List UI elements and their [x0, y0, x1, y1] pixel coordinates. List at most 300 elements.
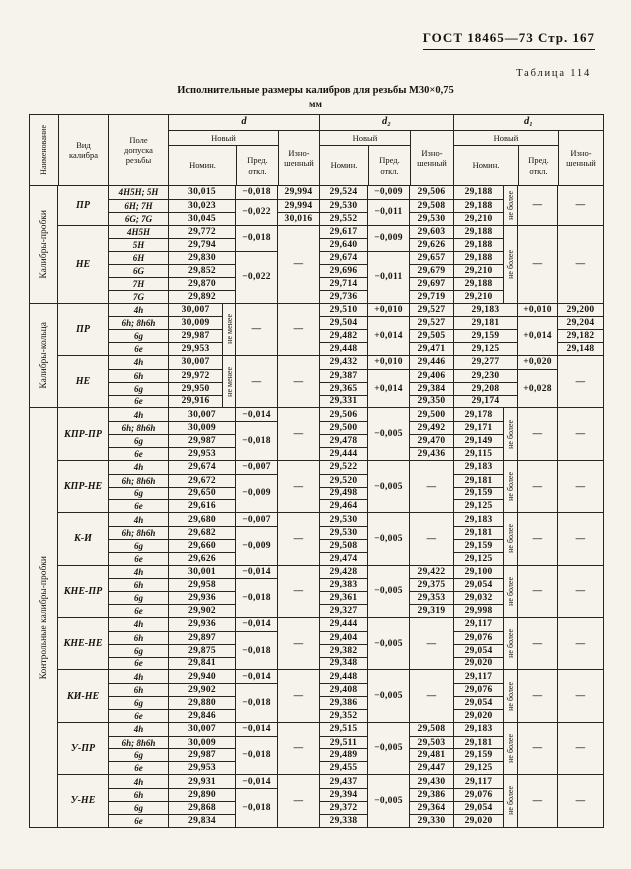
- d2-deviation-value: −0,005: [374, 533, 403, 544]
- d-worn-value: —: [293, 533, 304, 544]
- d-deviation-value: −0,022: [236, 251, 277, 302]
- d1-nominal-value: 29,020: [454, 657, 503, 670]
- d-worn-value: —: [293, 259, 304, 270]
- limit-note: [503, 513, 517, 564]
- d2-worn-value: 29,470: [410, 434, 453, 447]
- d-worn-value: 29,994: [278, 199, 319, 212]
- d-nominal-value: 29,950: [169, 382, 222, 395]
- d-deviation-value: −0,022: [236, 199, 277, 225]
- subgroup-row: [58, 304, 603, 355]
- gauge-type-label: КПР-ПР: [64, 428, 102, 440]
- tolerance-field-label: 7G: [109, 290, 168, 303]
- d1-nominal-value: 29,171: [454, 421, 503, 434]
- d-worn-value: —: [293, 586, 304, 597]
- d2-nominal-value: 29,408: [320, 683, 367, 696]
- header-d1-new: [454, 131, 558, 185]
- tolerance-field-label: 4h: [133, 462, 144, 473]
- tolerance-field-label: 6e: [109, 395, 168, 408]
- group-name: [30, 408, 58, 826]
- d2-worn-value: 29,505: [410, 329, 453, 342]
- gauge-type-label: У-ПР: [70, 742, 96, 754]
- d2-nominal-value: 29,404: [320, 631, 367, 644]
- d-deviation-value: −0,014: [242, 619, 271, 630]
- d2-deviation-value: −0,011: [368, 251, 409, 302]
- table-number-label: Таблица 114: [516, 68, 591, 79]
- d-nominal-value: 29,902: [169, 604, 235, 617]
- d2-deviation-value: −0,005: [374, 429, 403, 440]
- tolerance-field-label: 6h: [109, 788, 168, 801]
- d-nominal-value: 30,009: [169, 316, 222, 329]
- d2-deviation-value: +0,010: [374, 305, 403, 316]
- d2-deviation-value: −0,009: [374, 233, 403, 244]
- d1-deviation-value: —: [532, 200, 543, 211]
- d2-worn-value: 29,492: [410, 421, 453, 434]
- d-worn-value: —: [293, 795, 304, 806]
- d2-nominal-value: 29,448: [320, 342, 367, 355]
- header-d-deviation: Пред. откл.: [236, 146, 278, 185]
- subgroup-row: [58, 722, 603, 774]
- d1-nominal-value: 29,100: [464, 567, 493, 578]
- header-d2-block: [319, 115, 453, 185]
- d-deviation-value: −0,007: [242, 514, 271, 525]
- d1-nominal-value: 29,076: [454, 631, 503, 644]
- d-nominal-value: 29,890: [169, 788, 235, 801]
- d2-nominal-value: 29,489: [320, 748, 367, 761]
- d2-nominal-value: 29,327: [320, 604, 367, 617]
- d-nominal-value: 29,936: [169, 591, 235, 604]
- d-nominal-value: 29,953: [169, 342, 222, 355]
- d2-worn-value: —: [426, 481, 437, 492]
- d-deviation-value: −0,014: [242, 671, 271, 682]
- d2-nominal-value: 29,372: [320, 801, 367, 814]
- d2-deviation-value: −0,009: [374, 187, 403, 198]
- limit-note-text: не более: [506, 190, 516, 220]
- d1-nominal-value: 29,054: [454, 696, 503, 709]
- table-body: [30, 186, 603, 827]
- d2-nominal-value: 29,510: [329, 305, 358, 316]
- d1-nominal-value: 29,149: [454, 434, 503, 447]
- d2-nominal-value: 29,352: [320, 709, 367, 722]
- d1-nominal-value: 29,188: [464, 187, 493, 198]
- d1-deviation-value: —: [532, 691, 543, 702]
- tolerance-field-label: 4h: [133, 724, 144, 735]
- d2-worn-value: 29,626: [410, 238, 453, 251]
- subgroup-row: [58, 669, 603, 721]
- d2-nominal-value: 29,736: [320, 290, 367, 303]
- limit-note-text: не более: [506, 472, 516, 501]
- d2-nominal-value: 29,674: [320, 251, 367, 264]
- d1-worn-value: —: [575, 691, 586, 702]
- header-gauge-type-col: Вид калибра: [58, 115, 108, 185]
- d1-nominal-value: 29,230: [454, 369, 517, 382]
- tolerance-field-label: 6g: [109, 487, 168, 500]
- d1-nominal-value: 29,181: [454, 526, 503, 539]
- limit-note: [503, 618, 517, 669]
- d2-worn-value: 29,481: [410, 748, 453, 761]
- tolerance-field-label: 6h: [109, 631, 168, 644]
- limit-note-text: не более: [506, 524, 516, 554]
- d1-deviation-value: —: [532, 743, 543, 754]
- subgroup-row: [58, 460, 603, 512]
- gauge-type-label: ПР: [76, 199, 90, 211]
- d1-worn-value: —: [575, 481, 586, 492]
- d-worn-value: 29,994: [284, 187, 313, 198]
- d2-deviation-value: −0,005: [374, 691, 403, 702]
- d1-nominal-value: 29,020: [454, 709, 503, 722]
- tolerance-field-label: 6H; 7H: [109, 199, 168, 212]
- d1-worn-value: —: [575, 743, 586, 754]
- limit-note: [503, 186, 517, 225]
- d2-worn-value: 29,527: [417, 305, 446, 316]
- d2-worn-value: 29,430: [417, 776, 446, 787]
- d2-nominal-value: 29,552: [320, 212, 367, 225]
- tolerance-field-label: 6g: [109, 591, 168, 604]
- d2-nominal-value: 29,530: [329, 514, 358, 525]
- header-tolerance-col: Поле допуска резьбы: [108, 115, 168, 185]
- tolerance-field-label: 6h: [109, 578, 168, 591]
- d1-nominal-value: 29,181: [454, 474, 503, 487]
- d2-worn-value: 29,436: [410, 447, 453, 460]
- tolerance-field-label: 6H: [109, 251, 168, 264]
- d-deviation-value: −0,009: [236, 526, 277, 565]
- tolerance-field-label: 6G: [109, 264, 168, 277]
- d-deviation-value: −0,014: [242, 776, 271, 787]
- d-nominal-value: 29,674: [188, 462, 216, 473]
- tolerance-field-label: 6g: [109, 644, 168, 657]
- d2-nominal-value: 29,504: [320, 316, 367, 329]
- d1-nominal-value: 29,117: [464, 619, 493, 630]
- d2-nominal-value: 29,511: [320, 736, 367, 749]
- group-name: [30, 186, 58, 303]
- limit-note: [503, 408, 517, 459]
- d-deviation-value: −0,018: [236, 788, 277, 827]
- page-title: Исполнительные размеры калибров для резьбы М30×0,75: [177, 85, 454, 96]
- d-nominal-value: 29,953: [169, 447, 235, 460]
- header-d1-label: d₁: [454, 115, 603, 131]
- d1-nominal-value: 29,183: [464, 462, 493, 473]
- d2-worn-value: 29,697: [410, 277, 453, 290]
- d1-nominal-value: 29,188: [464, 226, 493, 237]
- tolerance-field-label: 6h: [109, 683, 168, 696]
- d1-deviation-value: +0,020: [523, 357, 552, 368]
- d1-deviation-value: +0,028: [518, 369, 557, 408]
- limit-note-text: не более: [506, 734, 516, 763]
- d1-nominal-value: 29,115: [454, 447, 503, 460]
- d-nominal-value: 29,870: [169, 277, 235, 290]
- d1-deviation-value: —: [532, 638, 543, 649]
- tolerance-field-label: 6e: [109, 552, 168, 565]
- d2-nominal-value: 29,515: [329, 724, 358, 735]
- d-nominal-value: 29,660: [169, 539, 235, 552]
- tolerance-field-label: 6g: [109, 696, 168, 709]
- d1-worn-value: —: [575, 259, 586, 270]
- d2-deviation-value: −0,005: [374, 638, 403, 649]
- d-nominal-value: 29,868: [169, 801, 235, 814]
- d2-nominal-value: 29,482: [320, 329, 367, 342]
- d-deviation-value: −0,018: [236, 421, 277, 460]
- d-worn-value: —: [293, 638, 304, 649]
- header-d2-new: [320, 131, 410, 185]
- d2-worn-value: 29,319: [410, 604, 453, 617]
- d2-deviation-value: +0,010: [374, 357, 403, 368]
- header-d-new: [169, 131, 278, 185]
- header-d1-block: [453, 115, 603, 185]
- d2-worn-value: 29,679: [410, 264, 453, 277]
- gauge-type-label: КПР-НЕ: [63, 481, 103, 492]
- group-name-label: Контрольные калибры-пробки: [38, 555, 49, 680]
- d2-nominal-value: 29,428: [329, 567, 358, 578]
- d-nominal-value: 29,958: [169, 578, 235, 591]
- d1-nominal-value: 29,183: [464, 724, 493, 735]
- d2-worn-value: —: [426, 691, 437, 702]
- subgroup-row: [58, 225, 603, 303]
- d-nominal-value: 29,880: [169, 696, 235, 709]
- header-d2-deviation: Пред. откл.: [368, 146, 410, 185]
- gauge-type-label: НЕ: [75, 376, 91, 388]
- d2-nominal-value: 29,522: [329, 462, 358, 473]
- d2-nominal-value: 29,432: [329, 357, 358, 368]
- d-nominal-value: 30,007: [181, 305, 210, 316]
- d2-nominal-value: 29,361: [320, 591, 367, 604]
- d-deviation-value: −0,014: [242, 409, 271, 420]
- d-nominal-value: 29,936: [188, 619, 216, 630]
- d2-nominal-value: 29,444: [320, 447, 367, 460]
- tolerance-field-label: 6g: [109, 539, 168, 552]
- d1-deviation-value: +0,014: [518, 316, 557, 355]
- tolerance-field-label: 5H: [109, 238, 168, 251]
- d1-worn-value: 29,182: [558, 329, 603, 342]
- limit-note: [222, 304, 235, 355]
- d2-nominal-value: 29,640: [320, 238, 367, 251]
- d1-nominal-value: 29,174: [454, 395, 517, 408]
- header-d-new-label: Новый: [169, 131, 278, 146]
- d1-nominal-value: 29,208: [454, 382, 517, 395]
- d2-worn-value: 29,406: [410, 369, 453, 382]
- d-deviation-value: −0,007: [242, 462, 271, 473]
- d2-worn-value: 29,657: [410, 251, 453, 264]
- tolerance-field-label: 4h: [133, 409, 144, 420]
- gauge-dimensions-table: [29, 114, 604, 828]
- d-deviation-value: −0,014: [242, 724, 271, 735]
- d2-nominal-value: 29,386: [320, 696, 367, 709]
- limit-note-text: не менее: [224, 314, 234, 345]
- tolerance-field-label: 4H5H; 5H: [118, 187, 159, 198]
- d-deviation-value: —: [251, 376, 262, 387]
- d1-nominal-value: 29,020: [454, 814, 503, 827]
- d-deviation-value: −0,014: [242, 567, 271, 578]
- d2-worn-value: 29,422: [417, 567, 446, 578]
- d2-worn-value: 29,353: [410, 591, 453, 604]
- d2-worn-value: 29,500: [417, 409, 446, 420]
- d1-nominal-value: 29,125: [454, 552, 503, 565]
- subgroup-row: [58, 408, 603, 459]
- d-worn-value: —: [293, 376, 304, 387]
- d-nominal-value: 29,650: [169, 487, 235, 500]
- d-deviation-value: −0,018: [236, 578, 277, 617]
- d1-nominal-value: 29,125: [454, 761, 503, 774]
- d-deviation-value: −0,018: [236, 631, 277, 670]
- limit-note: [503, 566, 517, 617]
- limit-note-text: не более: [506, 629, 516, 659]
- d2-nominal-value: 29,394: [320, 788, 367, 801]
- d2-worn-value: 29,447: [410, 761, 453, 774]
- d2-nominal-value: 29,498: [320, 487, 367, 500]
- d2-nominal-value: 29,520: [320, 474, 367, 487]
- d1-worn-value: —: [575, 429, 586, 440]
- header-name-col-label: Наименование: [39, 125, 49, 175]
- subgroup-row: [58, 512, 603, 564]
- d-nominal-value: 29,916: [169, 395, 222, 408]
- d2-nominal-value: 29,382: [320, 644, 367, 657]
- limit-note: [503, 775, 517, 826]
- tolerance-field-label: 7H: [109, 277, 168, 290]
- d-nominal-value: 29,987: [169, 329, 222, 342]
- d1-nominal-value: 29,210: [454, 290, 503, 303]
- d1-worn-value: —: [575, 376, 586, 387]
- limit-note: [222, 356, 235, 407]
- header-d-worn: Изно-шенный: [278, 131, 319, 185]
- d-nominal-value: 29,972: [169, 369, 222, 382]
- d-nominal-value: 30,015: [188, 187, 216, 198]
- d1-worn-value: —: [575, 586, 586, 597]
- d-deviation-value: −0,009: [236, 474, 277, 513]
- d1-nominal-value: 29,188: [454, 277, 503, 290]
- units-label: мм: [309, 100, 322, 110]
- gauge-type-label: НЕ: [75, 258, 91, 270]
- d1-nominal-value: 29,117: [464, 776, 493, 787]
- header-d1-deviation: Пред. откл.: [518, 146, 558, 185]
- tolerance-field-label: 6g: [109, 382, 168, 395]
- tolerance-field-label: 6h; 8h6h: [109, 474, 168, 487]
- header-d1-new-label: Новый: [454, 131, 558, 146]
- d1-worn-value: 29,204: [558, 316, 603, 329]
- d2-worn-value: 29,508: [417, 724, 446, 735]
- d2-nominal-value: 29,506: [329, 409, 358, 420]
- gauge-type-label: КНЕ-ПР: [63, 585, 103, 597]
- tolerance-field-label: 6h; 8h6h: [109, 526, 168, 539]
- subgroup-row: [58, 355, 603, 407]
- d-nominal-value: 29,987: [169, 434, 235, 447]
- d-worn-value: —: [293, 324, 304, 335]
- tolerance-field-label: 4h: [133, 776, 144, 787]
- d-nominal-value: 30,045: [169, 212, 235, 225]
- tolerance-field-label: 6h; 8h6h: [109, 736, 168, 749]
- d2-nominal-value: 29,617: [329, 226, 358, 237]
- d2-nominal-value: 29,524: [329, 187, 358, 198]
- d-nominal-value: 30,007: [188, 724, 216, 735]
- d2-nominal-value: 29,464: [320, 499, 367, 512]
- tolerance-field-label: 6e: [109, 709, 168, 722]
- d2-worn-value: 29,503: [410, 736, 453, 749]
- d1-nominal-value: 29,277: [471, 357, 500, 368]
- d1-deviation-value: —: [532, 259, 543, 270]
- d-nominal-value: 29,931: [188, 776, 216, 787]
- limit-note-text: не более: [506, 576, 516, 606]
- header-d2-label: d₂: [320, 115, 453, 131]
- gauge-group: [30, 303, 603, 408]
- d2-nominal-value: 29,714: [320, 277, 367, 290]
- d-nominal-value: 29,626: [169, 552, 235, 565]
- d-deviation-value: −0,018: [242, 187, 271, 198]
- d1-nominal-value: 29,183: [464, 514, 493, 525]
- d2-deviation-value: −0,005: [374, 586, 403, 597]
- d2-nominal-value: 29,474: [320, 552, 367, 565]
- d-nominal-value: 29,794: [169, 238, 235, 251]
- d-nominal-value: 30,009: [169, 421, 235, 434]
- limit-note-text: не более: [506, 249, 516, 279]
- tolerance-field-label: 4h: [133, 567, 144, 578]
- d1-nominal-value: 29,998: [454, 604, 503, 617]
- d1-nominal-value: 29,178: [464, 409, 493, 420]
- d2-nominal-value: 29,696: [320, 264, 367, 277]
- subgroup-row: [58, 617, 603, 669]
- table-header: [30, 115, 603, 186]
- d-deviation-value: −0,018: [236, 736, 277, 775]
- d2-nominal-value: 29,437: [329, 776, 358, 787]
- tolerance-field-label: 6e: [109, 604, 168, 617]
- header-d2-new-label: Новый: [320, 131, 410, 146]
- subgroup-row: [58, 565, 603, 617]
- d2-worn-value: 29,719: [410, 290, 453, 303]
- d1-nominal-value: 29,125: [454, 499, 503, 512]
- gauge-type-label: КИ-НЕ: [66, 690, 100, 702]
- d2-deviation-value: +0,014: [368, 369, 409, 408]
- header-d2-worn: Изно-шенный: [410, 131, 453, 185]
- d2-worn-value: 29,375: [410, 578, 453, 591]
- tolerance-field-label: 6h; 8h6h: [109, 316, 168, 329]
- d2-worn-value: 29,386: [410, 788, 453, 801]
- d-nominal-value: 29,846: [169, 709, 235, 722]
- limit-note-text: не менее: [224, 366, 234, 397]
- subgroup-row: [58, 186, 603, 225]
- d1-nominal-value: 29,125: [454, 342, 517, 355]
- tolerance-field-label: 6e: [109, 761, 168, 774]
- d-deviation-value: −0,018: [242, 233, 271, 244]
- d2-nominal-value: 29,338: [320, 814, 367, 827]
- d2-worn-value: 29,527: [410, 316, 453, 329]
- tolerance-field-label: 6G; 7G: [109, 212, 168, 225]
- d1-nominal-value: 29,210: [454, 212, 503, 225]
- gauge-group: [30, 407, 603, 826]
- d1-deviation-value: —: [532, 586, 543, 597]
- d-nominal-value: 29,902: [169, 683, 235, 696]
- d2-deviation-value: −0,005: [374, 743, 403, 754]
- tolerance-field-label: 6e: [109, 342, 168, 355]
- header-d-block: [168, 115, 319, 185]
- d1-nominal-value: 29,054: [454, 801, 503, 814]
- d1-nominal-value: 29,076: [454, 683, 503, 696]
- limit-note: [503, 670, 517, 721]
- d-nominal-value: 29,841: [169, 657, 235, 670]
- d2-worn-value: 29,384: [410, 382, 453, 395]
- d2-nominal-value: 29,348: [320, 657, 367, 670]
- d2-nominal-value: 29,383: [320, 578, 367, 591]
- tolerance-field-label: 6g: [109, 748, 168, 761]
- d2-nominal-value: 29,444: [329, 619, 358, 630]
- d-nominal-value: 29,834: [169, 814, 235, 827]
- limit-note-text: не более: [506, 419, 516, 449]
- d-nominal-value: 30,007: [181, 357, 210, 368]
- d-nominal-value: 29,616: [169, 499, 235, 512]
- d1-nominal-value: 29,159: [454, 329, 517, 342]
- d2-nominal-value: 29,530: [320, 199, 367, 212]
- d1-worn-value: 29,200: [566, 305, 595, 316]
- doc-header: ГОСТ 18465—73 Стр. 167: [423, 30, 595, 50]
- d-nominal-value: 29,682: [169, 526, 235, 539]
- d2-worn-value: 29,471: [410, 342, 453, 355]
- d2-nominal-value: 29,365: [320, 382, 367, 395]
- d2-nominal-value: 29,455: [320, 761, 367, 774]
